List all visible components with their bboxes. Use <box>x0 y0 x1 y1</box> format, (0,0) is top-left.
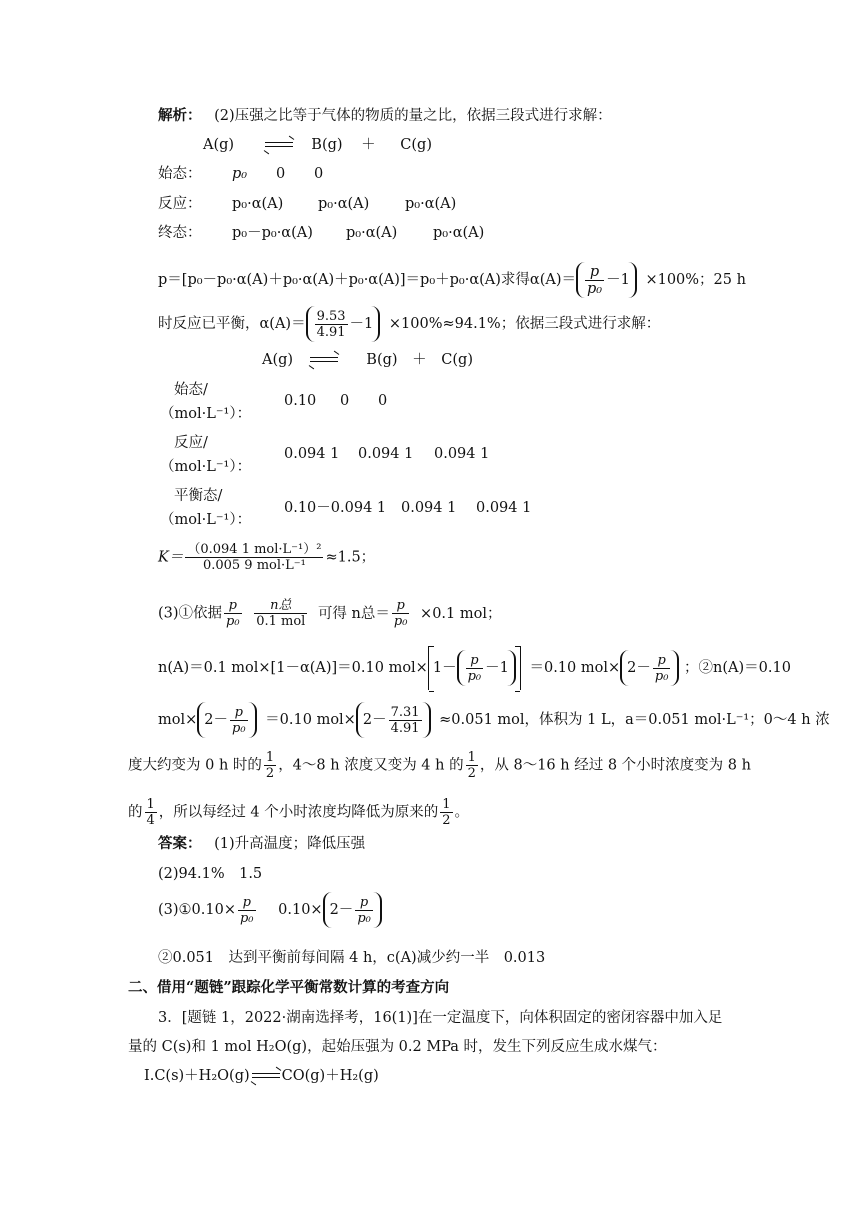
conc-row1-c2: 0 <box>340 393 350 409</box>
K-den: 0.005 9 mol·L⁻¹ <box>202 558 306 573</box>
analysis-intro: (2)压强之比等于气体的物质的量之比，依据三段式进行求解： <box>214 108 612 124</box>
answer-3-mid: 0.10× <box>278 902 323 918</box>
K-line <box>158 542 375 573</box>
q-t3: 。 <box>454 804 470 821</box>
equilibrium-arrow-icon <box>265 141 293 149</box>
analysis-label: 解析： <box>158 107 202 124</box>
frac-num: p <box>466 653 484 669</box>
frac-den: p₀ <box>467 669 482 684</box>
two-minus: 2－ <box>204 712 229 728</box>
alpha-line <box>158 306 660 342</box>
p3-f1-den: p₀ <box>226 614 240 629</box>
mol-line <box>158 702 830 738</box>
q-t1: 的 <box>128 804 143 821</box>
paren-9-53 <box>306 306 381 342</box>
frac-den: p₀ <box>654 669 669 684</box>
p-lhs: p＝[p₀－p₀·α(A)＋p₀·α(A)＋p₀·α(A)]＝p₀＋p₀·α(A)求得α(A)＝ <box>158 272 576 288</box>
analysis-intro-line <box>158 106 612 126</box>
conc-row3-c3: 0.094 1 <box>476 500 532 516</box>
nA-mid: ＝0.10 mol× <box>529 660 621 676</box>
question-3-line-2: 量的 C(s)和 1 mol H₂O(g)，起始压强为 0.2 MPa 时，发生下列反应生成水煤气： <box>128 1039 667 1055</box>
conc-row1-c1: 0.10 <box>284 393 317 409</box>
K-lhs: K＝ <box>158 549 184 566</box>
pressure-equation-line <box>158 262 746 298</box>
answer-line-1 <box>158 834 365 854</box>
mol-head: mol× <box>158 712 198 728</box>
eq1-c: C(g) <box>400 137 432 153</box>
row1-c1: p₀ <box>232 166 248 182</box>
frac-num: 9.53 <box>316 309 346 324</box>
answer-2: (2)94.1% 1.5 <box>158 866 263 882</box>
eq2-plus: ＋ <box>412 352 427 368</box>
row3-c2: p₀·α(A) <box>346 225 398 241</box>
one-minus: 1－ <box>432 660 457 676</box>
frac-num: p <box>585 264 604 281</box>
row3-label: 终态： <box>158 225 202 241</box>
conc-row2-c2: 0.094 1 <box>358 446 414 462</box>
minus-one: －1 <box>606 272 630 288</box>
frac-num: 1 <box>146 797 155 812</box>
frac-num: p <box>355 895 373 911</box>
frac-num: 1 <box>265 750 275 765</box>
frac-den: 4.91 <box>390 721 420 736</box>
bracket-group <box>428 646 521 690</box>
mol-tail: ≈0.051 mol，体积为 1 L，a＝0.051 mol·L⁻¹；0～4 h 浓 <box>439 712 830 728</box>
reaction-1-lhs: Ⅰ.C(s)＋H₂O(g) <box>144 1068 250 1084</box>
p3-f2-num: n总 <box>254 598 307 614</box>
conc-row2-c1: 0.094 1 <box>284 446 340 462</box>
eq1-plus: ＋ <box>361 137 376 153</box>
nA-head: n(A)＝0.1 mol×[1－α(A)]＝0.10 mol× <box>158 660 428 676</box>
frac-den: p₀ <box>239 910 254 926</box>
p3-tail: ×0.1 mol； <box>420 605 502 622</box>
two-minus: 2－ <box>362 712 387 728</box>
row1-c3: 0 <box>314 166 324 182</box>
conc-row1-c3: 0 <box>378 393 388 409</box>
row3-c3: p₀·α(A) <box>433 225 485 241</box>
conc-row2-label2: （mol·L⁻¹）： <box>160 459 252 475</box>
p3-f2-den: 0.1 mol <box>256 614 306 629</box>
paren-p-over-p0 <box>576 262 637 298</box>
part3-line <box>158 598 501 629</box>
conc-t3: ，从 8～16 h 经过 8 个小时浓度变为 8 h <box>479 757 751 774</box>
K-tail: ≈1.5； <box>325 549 376 566</box>
conc-t1: 度大约变为 0 h 时的 <box>128 757 262 774</box>
conc-row1-label2: （mol·L⁻¹）： <box>160 406 252 422</box>
row2-c2: p₀·α(A) <box>318 196 370 212</box>
question-3-line-1: 3．[题链 1，2022·湖南选择考，16(1)]在一定温度下，向体积固定的密闭容器中加入足 <box>158 1010 723 1026</box>
conc-row3-c2: 0.094 1 <box>401 500 457 516</box>
frac-den: p₀ <box>587 281 603 297</box>
two-minus: 2－ <box>329 902 354 918</box>
eq1-b: B(g) <box>311 137 343 153</box>
equilibrium-arrow-icon <box>310 356 338 364</box>
row1-c2: 0 <box>276 166 286 182</box>
eq2-a: A(g) <box>262 352 294 368</box>
frac-num: p <box>653 653 671 669</box>
p3-f1-num: p <box>224 598 242 614</box>
section-2-title: 二、借用“题链”跟踪化学平衡常数计算的考查方向 <box>128 979 450 996</box>
frac-num: 1 <box>467 750 476 765</box>
reaction-1 <box>144 1066 379 1086</box>
answer-1: (1)升高温度；降低压强 <box>214 836 366 852</box>
mol-mid: ＝0.10 mol× <box>265 712 356 728</box>
K-fraction <box>185 542 323 573</box>
reaction-1-rhs: CO(g)＋H₂(g) <box>281 1068 379 1084</box>
frac-den: p₀ <box>357 911 371 926</box>
K-num: （0.094 1 mol·L⁻¹）² <box>187 542 322 557</box>
answer-line-3 <box>158 892 382 928</box>
conc-line <box>128 750 751 781</box>
eq2-c: C(g) <box>441 352 473 368</box>
p3-head: (3)①依据 <box>158 605 223 622</box>
answer-3-head: (3)①0.10× <box>158 902 236 918</box>
p3-f3-num: p <box>392 598 410 614</box>
answer-label: 答案： <box>158 835 202 852</box>
conc-row1-label1: 始态/ <box>174 382 208 398</box>
quarter-line <box>128 797 469 828</box>
frac-den: 2 <box>265 766 275 781</box>
row3-c1: p₀－p₀·α(A) <box>232 225 313 241</box>
frac-den: 4 <box>146 813 155 828</box>
nA-tail: ；②n(A)＝0.10 <box>684 660 791 676</box>
conc-row3-label2: （mol·L⁻¹）： <box>160 512 252 528</box>
answer-4: ②0.051 达到平衡前每间隔 4 h，c(A)减少约一半 0.013 <box>158 950 546 966</box>
alpha-tail: ×100%≈94.1%；依据三段式进行求解： <box>388 316 661 332</box>
row2-label: 反应： <box>158 196 202 212</box>
equilibrium-arrow-icon <box>252 1072 280 1080</box>
frac-num: 1 <box>442 797 451 812</box>
p-tail: ×100%；25 h <box>645 272 746 288</box>
row2-c3: p₀·α(A) <box>405 196 457 212</box>
frac-den: p₀ <box>232 721 246 736</box>
conc-row2-label1: 反应/ <box>174 435 208 451</box>
conc-row2-c3: 0.094 1 <box>434 446 490 462</box>
eq1-a: A(g) <box>203 137 235 153</box>
q-t2: ，所以每经过 4 个小时浓度均降低为原来的 <box>158 804 439 821</box>
conc-row3-label1: 平衡态/ <box>174 488 223 504</box>
minus-one: －1 <box>349 316 374 332</box>
conc-t2: ，4～8 h 浓度又变为 4 h 的 <box>278 757 464 774</box>
p3-f3-den: p₀ <box>393 614 408 629</box>
minus-one: －1 <box>485 660 509 676</box>
equation-2 <box>262 350 473 370</box>
p3-mid: 可得 n总＝ <box>317 605 390 622</box>
frac-den: 4.91 <box>316 325 346 340</box>
equation-1 <box>203 135 432 155</box>
row2-c1: p₀·α(A) <box>232 196 284 212</box>
row1-label: 始态： <box>158 166 202 182</box>
alpha-head: 时反应已平衡，α(A)＝ <box>158 316 306 332</box>
frac-num: 7.31 <box>390 705 420 720</box>
conc-row3-c1: 0.10－0.094 1 <box>284 500 387 516</box>
frac-num: p <box>238 895 256 911</box>
frac-num: p <box>230 705 248 721</box>
frac-den: 2 <box>442 813 451 828</box>
frac-den: 2 <box>467 766 476 781</box>
eq2-b: B(g) <box>366 352 398 368</box>
nA-line <box>158 646 791 690</box>
two-minus: 2－ <box>627 660 651 676</box>
